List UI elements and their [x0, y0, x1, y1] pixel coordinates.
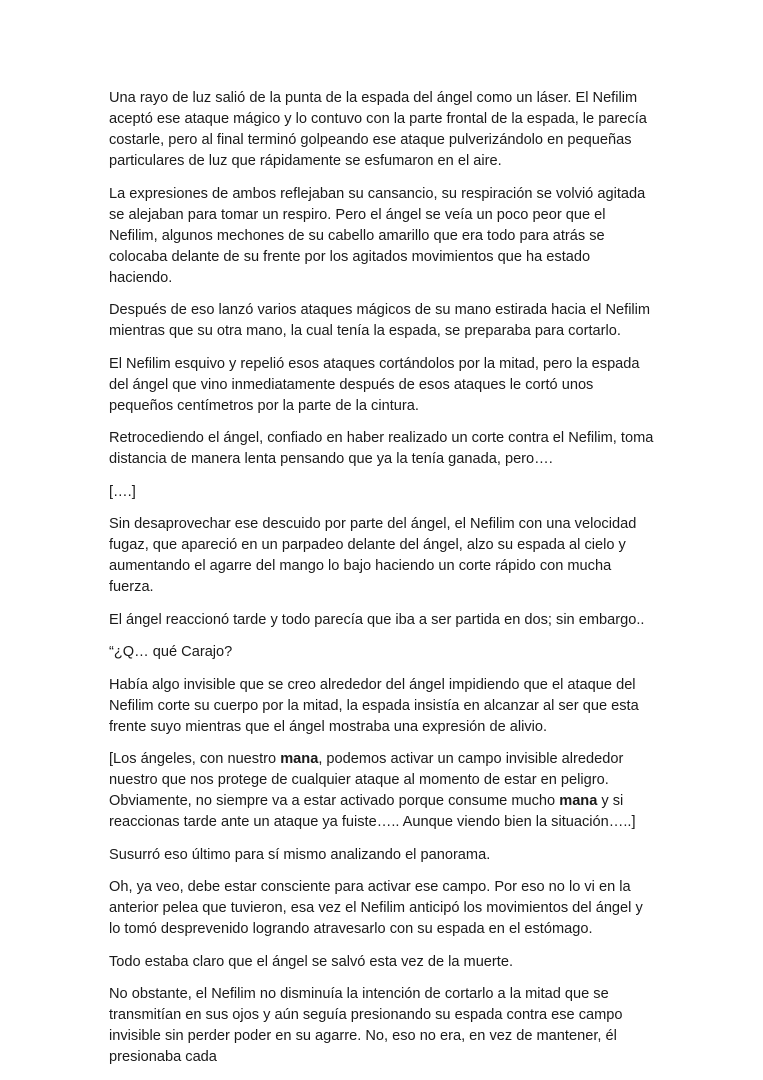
text-run: [Los ángeles, con nuestro [109, 751, 281, 767]
paragraph [109, 428, 657, 470]
text-run: El ángel reaccionó tarde y todo parecía que iba a ser partida en dos; sin embargo.. [109, 611, 645, 628]
paragraph [109, 952, 657, 973]
paragraph [109, 184, 657, 289]
paragraph [109, 88, 657, 172]
text-run: “¿Q… qué Carajo? [109, 644, 233, 660]
paragraph [109, 877, 657, 940]
text-run: Una rayo de luz salió de la punta de la espada del ángel como un láser. El Nefilim aceptó ese ataque mágico y lo contuvo con la parte frontal de la espada, le parecía costarle, pero al final terminó golpeando ese ataque pulverizándolo en pequeñas particulares de luz que rápidamente se esfumaron en el aire. [109, 90, 647, 169]
text-run: El Nefilim esquivo y repelió esos ataques cortándolos por la mitad, pero la espada del ángel que vino inmediatamente después de esos ataques le cortó unos pequeños centímetros por la parte de la cintura. [109, 355, 640, 414]
text-run: y si reaccionas tarde ante un ataque ya fuiste….. Aunque viendo bien la situación…..] [109, 793, 636, 830]
paragraph [109, 984, 657, 1068]
text-run: Oh, ya veo, debe estar consciente para activar ese campo. Por eso no lo vi en la anterior pelea que tuvieron, esa vez el Nefilim anticipó los movimientos del ángel y lo tomó desprevenido logrando atravesarlo con su espada en el estómago. [109, 879, 643, 937]
text-run: , podemos activar un campo invisible alrededor nuestro que nos protege de cualquier ataque al momento de estar en peligro. Obviamente, no siempre va a estar activado porque consume mucho [109, 751, 624, 809]
text-run: [….] [109, 483, 136, 500]
paragraph [109, 354, 657, 417]
text-run: No obstante, el Nefilim no disminuía la intención de cortarlo a la mitad que se transmitían en sus ojos y aún seguía presionando su espada contra ese campo invisible sin perder poder en su agarre. No, eso no era, en vez de mantener, él presionaba cada [109, 986, 623, 1065]
bold-term: mana [280, 751, 319, 767]
bold-term: mana [559, 793, 598, 809]
text-run: Después de eso lanzó varios ataques mágicos de su mano estirada hacia el Nefilim mientras que su otra mano, la cual tenía la espada, se preparaba para cortarlo. [109, 302, 651, 339]
paragraph [109, 610, 657, 631]
text-run: Sin desaprovechar ese descuido por parte del ángel, el Nefilim con una velocidad fugaz, que apareció en un parpadeo delante del ángel, alzo su espada al cielo y aumentando el agarre del mango lo bajo haciendo un corte rápido con mucha fuerza. [109, 516, 637, 595]
text-run: Retrocediendo el ángel, confiado en haber realizado un corte contra el Nefilim, toma distancia de manera lenta pensando que ya la tenía ganada, pero…. [109, 430, 654, 467]
text-run: Susurró eso último para sí mismo analizando el panorama. [109, 846, 491, 863]
text-run: Todo estaba claro que el ángel se salvó esta vez de la muerte. [109, 953, 514, 970]
paragraph [109, 482, 657, 503]
document-body [109, 88, 657, 1080]
paragraph [109, 845, 657, 866]
paragraph [109, 749, 657, 833]
paragraph [109, 300, 657, 342]
paragraph [109, 675, 657, 738]
paragraph [109, 642, 657, 663]
paragraph [109, 514, 657, 598]
text-run: Había algo invisible que se creo alrededor del ángel impidiendo que el ataque del Nefilim corte su cuerpo por la mitad, la espada insistía en alcanzar al ser que esta frente suyo mientras que el ángel mostraba una expresión de alivio. [109, 676, 639, 735]
text-run: La expresiones de ambos reflejaban su cansancio, su respiración se volvió agitada se alejaban para tomar un respiro. Pero el ángel se veía un poco peor que el Nefilim, algunos mechones de su cabello amarillo que era todo para atrás se colocaba delante de su frente por los agitados movimientos que ha estado haciendo. [109, 185, 646, 286]
